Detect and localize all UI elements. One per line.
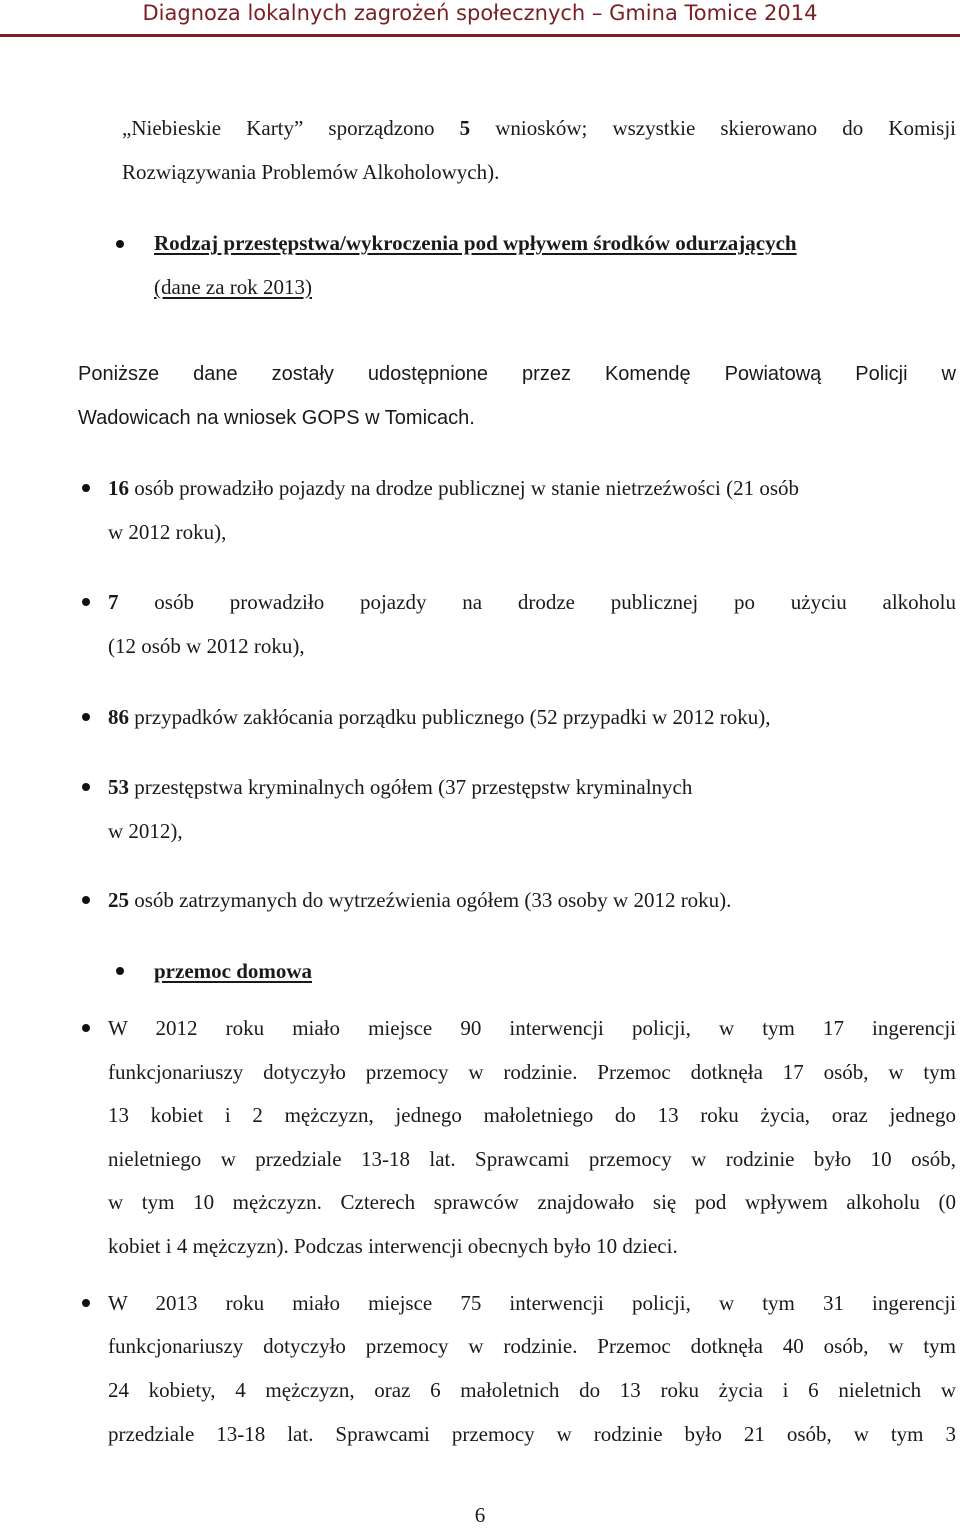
- bullet-icon: [82, 896, 90, 904]
- running-header: Diagnoza lokalnych zagrożeń społecznych – Gmina Tomice 2014: [142, 1, 818, 25]
- bullet-icon: [82, 484, 90, 492]
- section-heading-1-line-2: (dane za rok 2013): [154, 275, 313, 299]
- violence-2012-line-1: W 2012 roku miało miejsce 90 interwencji policji, w tym 17 ingerencji: [108, 1016, 956, 1040]
- intro-line-1: „Niebieskie Karty” sporządzono 5 wniosków; wszystkie skierowano do Komisji: [122, 116, 956, 140]
- bullet-icon: [82, 1299, 90, 1307]
- violence-2012-line-6: kobiet i 4 mężczyzn). Podczas interwencji obecnych było 10 dzieci.: [108, 1234, 678, 1258]
- stat-item-2-line-2: (12 osób w 2012 roku),: [108, 634, 305, 658]
- bullet-icon: [116, 240, 124, 248]
- page-number: 6: [474, 1503, 486, 1527]
- stat-item-4-line-2: w 2012),: [108, 819, 183, 843]
- stat-item-5: 25 osób zatrzymanych do wytrzeźwienia ogółem (33 osoby w 2012 roku).: [108, 888, 732, 912]
- paragraph-line-1: Poniższe dane zostały udostępnione przez Komendę Powiatową Policji w: [78, 363, 956, 385]
- violence-2013-line-3: 24 kobiety, 4 mężczyzn, oraz 6 małoletnich do 13 roku życia i 6 nieletnich w: [108, 1378, 956, 1402]
- violence-2012-line-2: funkcjonariuszy dotyczyło przemocy w rodzinie. Przemoc dotknęła 17 osób, w tym: [108, 1060, 956, 1084]
- stat-item-1: 16 osób prowadziło pojazdy na drodze publicznej w stanie nietrzeźwości (21 osób: [108, 476, 800, 500]
- bullet-icon: [82, 1024, 90, 1032]
- violence-2012-line-4: nieletniego w przedziale 13-18 lat. Sprawcami przemocy w rodzinie było 10 osób,: [108, 1147, 956, 1171]
- header-rule: [0, 34, 960, 37]
- stat-item-2: 7 osób prowadziło pojazdy na drodze publicznej po użyciu alkoholu: [108, 590, 956, 614]
- stat-item-3: 86 przypadków zakłócania porządku publicznego (52 przypadki w 2012 roku),: [108, 705, 771, 729]
- section-heading-2: przemoc domowa: [154, 959, 313, 983]
- violence-2013-line-4: przedziale 13-18 lat. Sprawcami przemocy w rodzinie było 21 osób, w tym 3: [108, 1422, 956, 1446]
- violence-2012-line-5: w tym 10 mężczyzn. Czterech sprawców znajdowało się pod wpływem alkoholu (0: [108, 1190, 956, 1214]
- paragraph-line-2: Wadowicach na wniosek GOPS w Tomicach.: [78, 407, 475, 429]
- bullet-icon: [116, 967, 124, 975]
- intro-line-2: Rozwiązywania Problemów Alkoholowych).: [122, 160, 500, 184]
- bullet-icon: [82, 713, 90, 721]
- violence-2013-line-1: W 2013 roku miało miejsce 75 interwencji policji, w tym 31 ingerencji: [108, 1291, 956, 1315]
- violence-2013-line-2: funkcjonariuszy dotyczyło przemocy w rodzinie. Przemoc dotknęła 40 osób, w tym: [108, 1334, 956, 1358]
- section-heading-1: Rodzaj przestępstwa/wykroczenia pod wpływem środków odurzających: [154, 231, 797, 255]
- stat-item-1-line-2: w 2012 roku),: [108, 520, 227, 544]
- bullet-icon: [82, 783, 90, 791]
- stat-item-4: 53 przestępstwa kryminalnych ogółem (37 przestępstw kryminalnych: [108, 775, 693, 799]
- violence-2012-line-3: 13 kobiet i 2 mężczyzn, jednego małoletniego do 13 roku życia, oraz jednego: [108, 1103, 956, 1127]
- bullet-icon: [82, 598, 90, 606]
